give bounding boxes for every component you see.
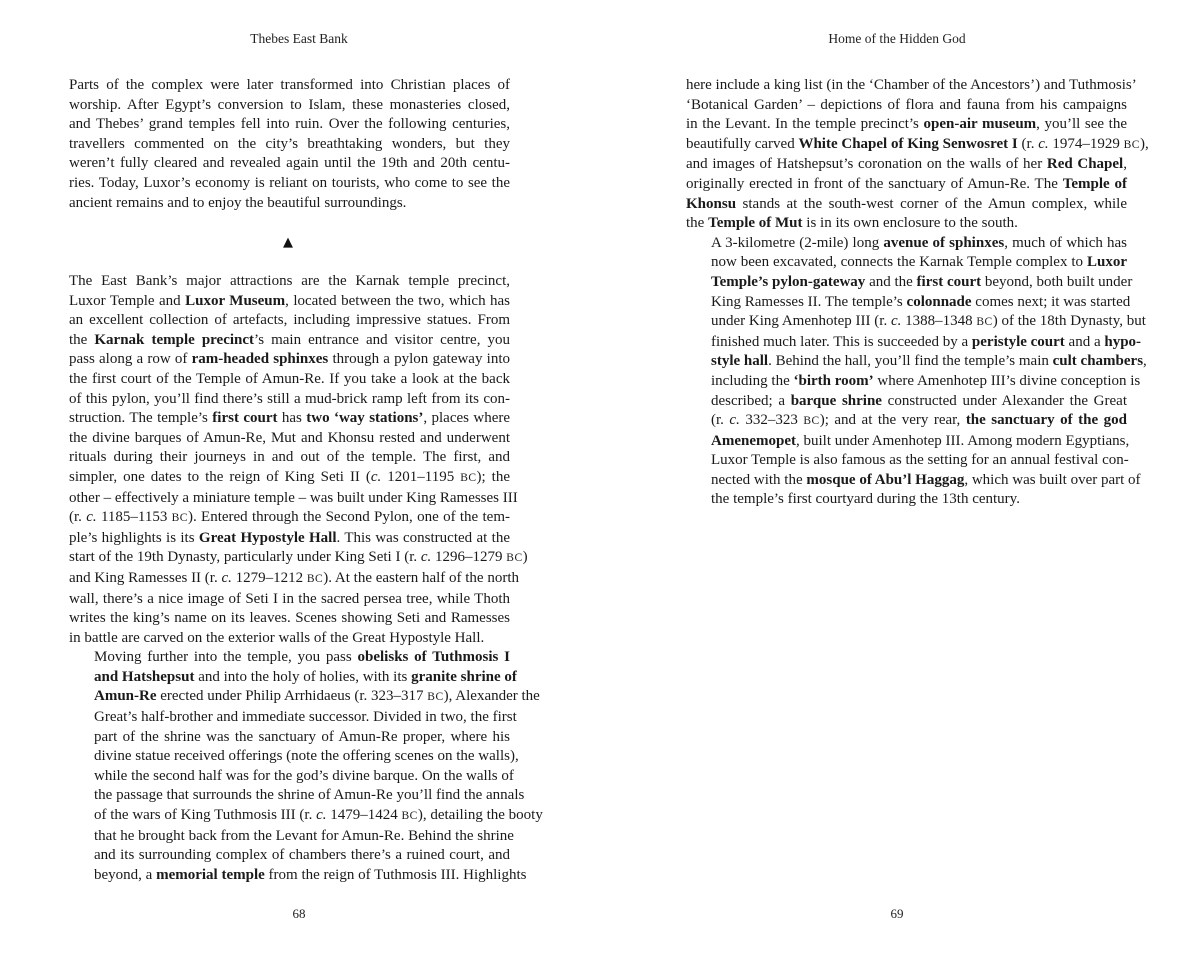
text-line: and Thebes’ grand temples fell into ruin. Over the following centuries,: [69, 116, 510, 133]
text-line: Temple’s pylon-gateway and the first court beyond, both built under: [711, 273, 1133, 290]
text-line: Luxor Temple and Luxor Museum, located between the two, which has: [69, 292, 511, 309]
text-line: that he brought back from the Levant for Amun-Re. Behind the shrine: [94, 827, 514, 844]
text-line: originally erected in front of the sanctuary of Amun-Re. The Temple of: [686, 175, 1127, 192]
text-line: (r. c. 1185–1153 BC). Entered through the Second Pylon, one of the tem-: [69, 509, 510, 526]
text-line: struction. The temple’s first court has two ‘way stations’, places where: [69, 410, 511, 427]
paragraph: [686, 76, 1149, 234]
running-head: Home of the Hidden God: [828, 31, 966, 46]
text-line: divine statue received offerings (note the offering scenes on the walls),: [94, 748, 519, 765]
text-line: in battle are carved on the exterior walls of the Great Hypostyle Hall.: [69, 629, 485, 646]
page-number: 68: [292, 906, 306, 921]
right-page: [598, 0, 1196, 956]
text-line: beautifully carved White Chapel of King Senwosret I (r. c. 1974–1929 BC),: [686, 135, 1149, 152]
text-line: here include a king list (in the ‘Chamber of the Ancestors’) and Tuthmosis’: [686, 77, 1137, 93]
text-line: style hall. Behind the hall, you’ll find the temple’s main cult chambers,: [711, 353, 1147, 370]
text-line: Luxor Temple is also famous as the setting for an annual festival con-: [711, 452, 1129, 469]
text-line: Amun-Re erected under Philip Arrhidaeus (r. 323–317 BC), Alexander the: [94, 688, 540, 705]
text-line: now been excavated, connects the Karnak Temple complex to Luxor: [711, 254, 1127, 271]
text-block-top: [69, 76, 510, 213]
text-line: start of the 19th Dynasty, particularly under King Seti I (r. c. 1296–1279 BC): [69, 549, 528, 566]
text-line: under King Amenhotep III (r. c. 1388–1348 BC) of the 18th Dynasty, but: [711, 313, 1146, 330]
text-line: rituals during their journeys in and out of the temple. The first, and: [69, 449, 510, 466]
text-line: ancient remains and to enjoy the beautiful surroundings.: [69, 194, 407, 211]
text-line: an excellent collection of artefacts, including impressive statues. From: [69, 312, 510, 329]
text-line: Moving further into the temple, you pass obelisks of Tuthmosis I: [94, 649, 510, 666]
text-line: the Temple of Mut is in its own enclosure to the south.: [686, 215, 1018, 232]
text-line: Parts of the complex were later transformed into Christian places of: [69, 77, 510, 93]
text-line: the passage that surrounds the shrine of Amun-Re you’ll find the annals: [94, 787, 525, 804]
text-line: described; a barque shrine constructed under Alexander the Great: [711, 392, 1127, 409]
text-line: finished much later. This is succeeded by a peristyle court and a hypo-: [711, 333, 1142, 350]
text-line: nected with the mosque of Abu’l Haggag, which was built over part of: [711, 471, 1141, 488]
text-line: the first court of the Temple of Amun-Re. If you take a look at the back: [69, 370, 510, 387]
text-line: the Karnak temple precinct’s main entrance and visitor centre, you: [69, 331, 511, 348]
text-line: Amenemopet, built under Amenhotep III. Among modern Egyptians,: [711, 432, 1130, 449]
text-line: writes the king’s name on its leaves. Scenes showing Seti and Ramesses: [69, 610, 510, 627]
text-line: ries. Today, Luxor’s economy is reliant on tourists, who come to see the: [69, 174, 510, 191]
text-line: the divine barques of Amun-Re, Mut and Khonsu rested and underwent: [69, 429, 510, 446]
text-line: in the Levant. In the temple precinct’s open-air museum, you’ll see the: [686, 116, 1127, 133]
text-line: A 3-kilometre (2-mile) long avenue of sphinxes, much of which has: [711, 234, 1127, 251]
text-line: ple’s highlights is its Great Hypostyle Hall. This was constructed at the: [69, 529, 511, 546]
text-line: including the ‘birth room’ where Amenhotep III’s divine conception is: [711, 372, 1141, 389]
text-line: Khonsu stands at the south-west corner of the Amun complex, while: [686, 195, 1127, 212]
text-line: beyond, a memorial temple from the reign of Tuthmosis III. Highlights: [94, 866, 527, 883]
paragraph: [69, 272, 528, 648]
text-line: and Hatshepsut and into the holy of holies, with its granite shrine of: [94, 668, 517, 685]
text-line: of this pylon, you’ll find there’s still a mud-brick ramp left from its con-: [69, 390, 510, 407]
text-line: Great’s half-brother and immediate successor. Divided in two, the first: [94, 709, 517, 726]
text-line: other – effectively a miniature temple – was built under King Ramesses III: [69, 489, 518, 506]
text-line: weren’t fully cleared and revealed again until the 19th and 20th centu-: [69, 155, 510, 172]
text-line: wall, there’s a nice image of Seti I in the sacred persea tree, while Thoth: [69, 590, 510, 607]
text-line: King Ramesses II. The temple’s colonnade comes next; it was started: [711, 293, 1131, 310]
text-line: and King Ramesses II (r. c. 1279–1212 BC). At the eastern half of the north: [69, 569, 520, 586]
text-line: ‘Botanical Garden’ – depictions of flora and fauna from his campaigns: [686, 96, 1127, 113]
text-line: part of the shrine was the sanctuary of Amun-Re proper, where his: [94, 728, 510, 745]
text-line: of the wars of King Tuthmosis III (r. c. 1479–1424 BC), detailing the booty: [94, 807, 543, 824]
text-line: The East Bank’s major attractions are the Karnak temple precinct,: [69, 273, 510, 289]
text-line: worship. After Egypt’s conversion to Islam, these monasteries closed,: [69, 96, 510, 113]
text-line: (r. c. 332–323 BC); and at the very rear, the sanctuary of the god: [711, 412, 1127, 429]
text-line: the temple’s first courtyard during the 13th century.: [711, 491, 1020, 508]
triangle-up-icon: ▲: [283, 235, 293, 250]
text-line: while the second half was for the god’s divine barque. On the walls of: [94, 767, 514, 784]
text-line: simpler, one dates to the reign of King Seti II (c. 1201–1195 BC); the: [69, 468, 510, 485]
paragraph: [686, 234, 1147, 510]
text-block-main: [686, 76, 1149, 510]
paragraph: [69, 648, 543, 885]
text-line: pass along a row of ram-headed sphinxes through a pylon gateway into: [69, 351, 510, 368]
text-line: and its surrounding complex of chambers there’s a ruined court, and: [94, 847, 510, 864]
running-head: Thebes East Bank: [250, 31, 348, 46]
text-line: travellers commented on the city’s breathtaking wonders, but they: [69, 135, 510, 152]
text-line: and images of Hatshepsut’s coronation on the walls of her Red Chapel,: [686, 156, 1127, 173]
paragraph: [69, 76, 510, 213]
page-number: 69: [890, 906, 904, 921]
text-block-main: [69, 272, 543, 885]
